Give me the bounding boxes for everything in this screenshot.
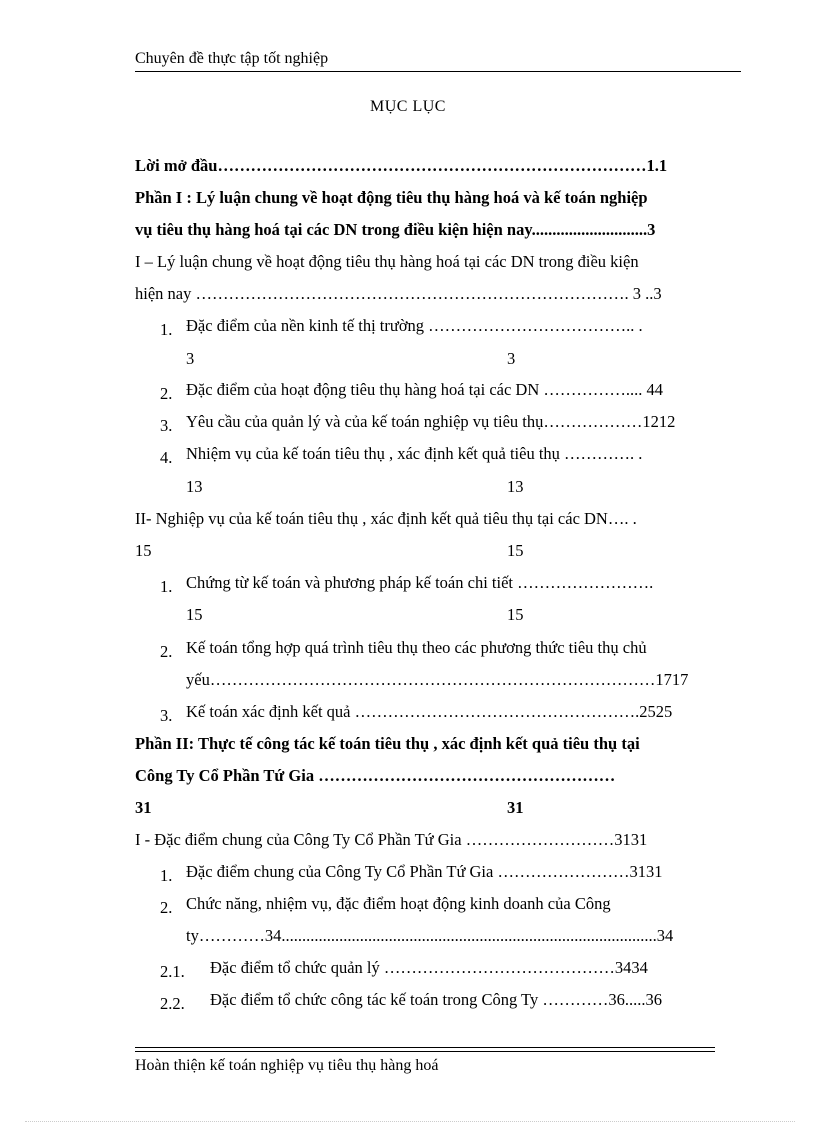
toc-entry-part2-section-1[interactable]: I - Đặc điểm chung của Công Ty Cổ Phần Tứ Gia ………………………3131 [135,830,648,849]
toc-entry-1-1[interactable]: Đặc điểm của nền kinh tế thị trường ……………………………….. . [186,316,643,335]
toc-item-number: 2.1. [160,962,185,981]
toc-page-number: 31 [507,798,524,817]
page-footer: Hoàn thiện kế toán nghiệp vụ tiêu thụ hàng hoá [135,1057,439,1074]
toc-entry-1-3[interactable]: Yêu cầu của quản lý và của kế toán nghiệp vụ tiêu thụ………………1212 [186,412,676,431]
toc-page-number: 15 [186,605,203,624]
toc-entry-p2-1[interactable]: Đặc điểm chung của Công Ty Cổ Phần Tứ Gia ……………………3131 [186,862,663,881]
toc-item-number: 3. [160,416,173,435]
toc-entry-p2-2-2[interactable]: Đặc điểm tổ chức công tác kế toán trong Công Ty …………36.....36 [210,990,662,1009]
toc-entry-section-2[interactable]: II- Nghiệp vụ của kế toán tiêu thụ , xác định kết quả tiêu thụ tại các DN…. . [135,509,637,528]
toc-entry-1-4[interactable]: Nhiệm vụ của kế toán tiêu thụ , xác định kết quả tiêu thụ …………. . [186,444,643,463]
toc-entry-2-2[interactable]: Kế toán tổng hợp quá trình tiêu thụ theo các phương thức tiêu thụ chủ [186,638,647,657]
toc-entry-p2-2-cont[interactable]: ty…………34...........................................................................................34 [186,926,674,945]
toc-entry-p2-2[interactable]: Chức năng, nhiệm vụ, đặc điểm hoạt động kinh doanh của Công [186,894,611,913]
toc-page-number: 3 [186,349,195,368]
toc-entry-part2-cont[interactable]: Công Ty Cổ Phần Tứ Gia ……………………………………………… [135,766,616,785]
toc-item-number: 2. [160,642,173,661]
toc-page-number: 13 [507,477,524,496]
toc-item-number: 2. [160,898,173,917]
toc-item-number: 4. [160,448,173,467]
toc-entry-part2[interactable]: Phần II: Thực tế công tác kế toán tiêu thụ , xác định kết quả tiêu thụ tại [135,734,640,753]
toc-entry-2-3[interactable]: Kế toán xác định kết quả …………………………………………….2525 [186,702,673,721]
toc-entry-part1-cont[interactable]: vụ tiêu thụ hàng hoá tại các DN trong điều kiện hiện nay............................3 [135,220,656,239]
toc-page-number: 13 [186,477,203,496]
toc-item-number: 1. [160,320,173,339]
page-bottom-border [25,1121,795,1122]
toc-page-number: 15 [135,541,152,560]
toc-entry-p2-2-1[interactable]: Đặc điểm tổ chức quản lý ……………………………………3434 [210,958,648,977]
toc-entry-part1[interactable]: Phần I : Lý luận chung về hoạt động tiêu thụ hàng hoá và kế toán nghiệp [135,188,648,207]
toc-item-number: 3. [160,706,173,725]
toc-entry-section-1[interactable]: I – Lý luận chung về hoạt động tiêu thụ hàng hoá tại các DN trong điều kiện [135,252,639,271]
toc-entry-intro[interactable]: Lời mở đầu……………………………………………………………………1.1 [135,156,668,175]
toc-entry-2-2-cont[interactable]: yếu………………………………………………………………………1717 [186,670,689,689]
toc-item-number: 2.2. [160,994,185,1013]
toc-item-number: 1. [160,866,173,885]
toc-entry-2-1[interactable]: Chứng từ kế toán và phương pháp kế toán chi tiết ……………………. [186,573,654,592]
toc-page-number: 3 [507,349,516,368]
toc-page-number: 31 [135,798,152,817]
toc-entry-1-2[interactable]: Đặc điểm của hoạt động tiêu thụ hàng hoá tại các DN …………….... 44 [186,380,664,399]
page-header: Chuyên đề thực tập tốt nghiệp [135,48,741,72]
toc-title: MỤC LỤC [370,98,446,115]
toc-item-number: 2. [160,384,173,403]
toc-page-number: 15 [507,541,524,560]
footer-rule [135,1047,715,1052]
toc-entry-section-1-cont[interactable]: hiện nay ……………………………………………………………………. 3 ..3 [135,284,662,303]
toc-page-number: 15 [507,605,524,624]
toc-item-number: 1. [160,577,173,596]
